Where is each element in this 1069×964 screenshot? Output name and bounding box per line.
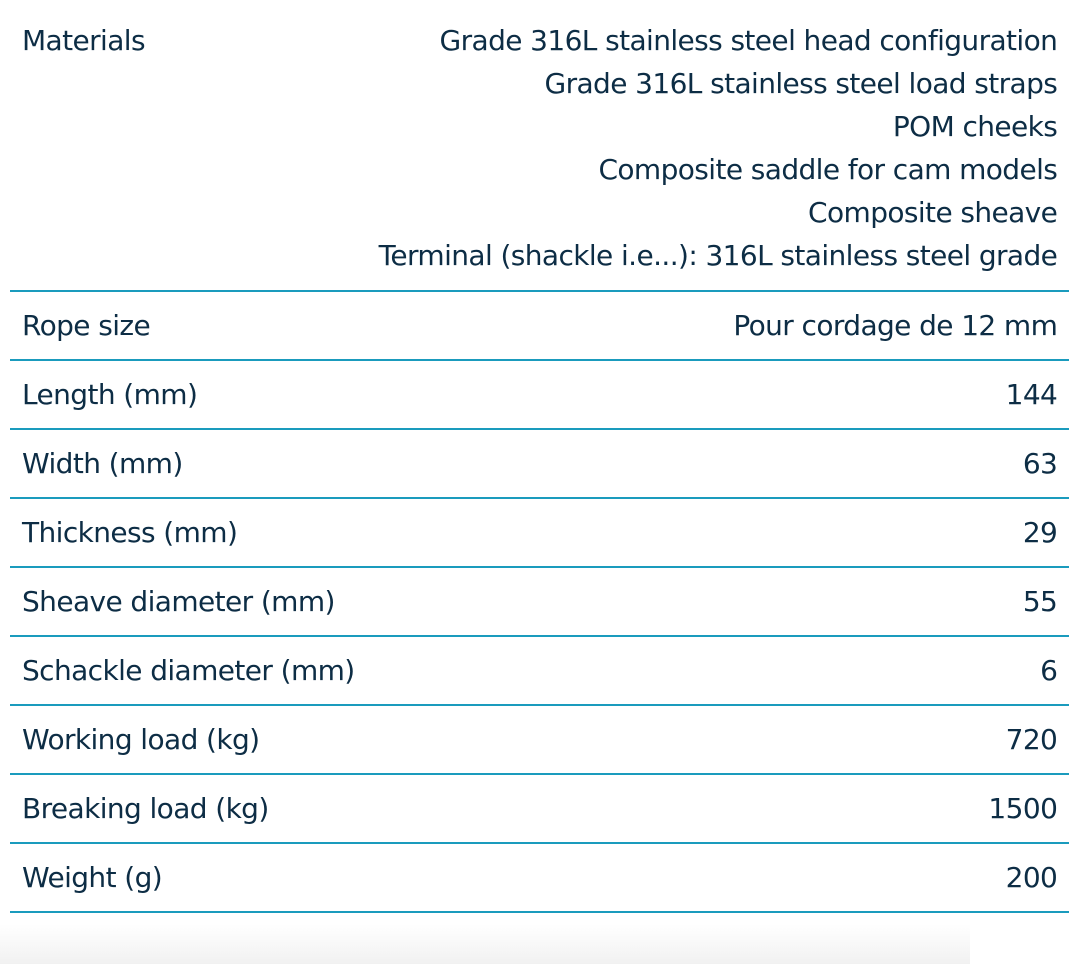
materials-list <box>367 0 1069 291</box>
spec-label: Schackle diameter (mm) <box>10 636 367 705</box>
spec-label: Length (mm) <box>10 360 367 429</box>
spec-row-length <box>10 360 1069 429</box>
spec-label: Materials <box>10 0 367 291</box>
material-item: POM cheeks <box>892 110 1058 143</box>
spec-row-breaking-load <box>10 774 1069 843</box>
spec-row-weight <box>10 843 1069 912</box>
spec-label: Breaking load (kg) <box>10 774 367 843</box>
spec-label: Sheave diameter (mm) <box>10 567 367 636</box>
spec-value: 200 <box>367 843 1069 912</box>
spec-value: 720 <box>367 705 1069 774</box>
material-item: Grade 316L stainless steel load straps <box>544 67 1058 100</box>
spec-row-shackle-diameter <box>10 636 1069 705</box>
spec-label: Rope size <box>10 291 367 360</box>
product-spec-table <box>10 0 1069 913</box>
spec-value: 1500 <box>367 774 1069 843</box>
spec-value: 144 <box>367 360 1069 429</box>
spec-row-sheave-diameter <box>10 567 1069 636</box>
material-item: Grade 316L stainless steel head configuration <box>439 24 1058 57</box>
spec-value: 6 <box>367 636 1069 705</box>
spec-label: Working load (kg) <box>10 705 367 774</box>
spec-value: 55 <box>367 567 1069 636</box>
material-item: Terminal (shackle i.e...): 316L stainless steel grade <box>378 239 1058 272</box>
spec-value: Pour cordage de 12 mm <box>367 291 1069 360</box>
spec-row-rope-size <box>10 291 1069 360</box>
spec-label: Weight (g) <box>10 843 367 912</box>
spec-row-materials <box>10 0 1069 291</box>
spec-row-width <box>10 429 1069 498</box>
material-item: Composite saddle for cam models <box>598 153 1058 186</box>
material-item: Composite sheave <box>808 196 1058 229</box>
spec-row-thickness <box>10 498 1069 567</box>
spec-value: 63 <box>367 429 1069 498</box>
spec-value: 29 <box>367 498 1069 567</box>
page-bottom-shade <box>0 924 970 964</box>
spec-label: Width (mm) <box>10 429 367 498</box>
spec-row-working-load <box>10 705 1069 774</box>
spec-label: Thickness (mm) <box>10 498 367 567</box>
